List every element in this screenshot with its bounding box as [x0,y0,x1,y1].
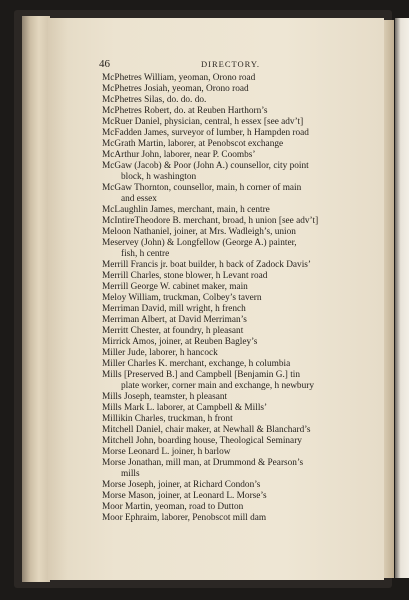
entry-line: McGrath Martin, laborer, at Penobscot exchange [102,139,284,149]
entry-line: Mills Joseph, teamster, h pleasant [102,392,228,402]
entry-line: Mills [Preserved B.] and Campbell [Benjamin G.] tin [102,370,301,380]
entry-line: McIntireTheodore B. merchant, broad, h union [see adv’t] [102,216,319,226]
entry-line: Meloon Nathaniel, joiner, at Mrs. Wadleigh’s, union [102,227,296,237]
entry-line-continued: and essex [121,194,157,204]
entry-line: Mitchell John, boarding house, Theological Seminary [102,436,302,446]
entry-line: Morse Joseph, joiner, at Richard Condon’s [102,480,261,490]
entry-line: McPhetres Robert, do. at Reuben Harthorn’s [102,106,268,116]
entry-line-continued: fish, h centre [121,249,170,259]
entry-line: Meservey (John) & Longfellow (George A.) painter, [102,238,297,248]
entry-line: McFadden James, surveyor of lumber, h Hampden road [102,128,309,138]
running-head: DIRECTORY. [201,59,261,69]
entry-line: Merrill Francis jr. boat builder, h back of Zadock Davis’ [102,260,312,270]
entry-line: McRuer Daniel, physician, central, h essex [see adv’t] [102,117,304,127]
entry-line: McGaw (Jacob) & Poor (John A.) counsellor, city point [102,161,309,171]
entry-line: Merrill Charles, stone blower, h Levant road [102,271,268,281]
entry-line: Miller Jude, laborer, h hancock [102,348,218,358]
entry-line-continued: mills [121,469,140,479]
entry-line: Moor Ephraim, laborer, Penobscot mill dam [102,513,267,523]
entry-line: Mirrick Amos, joiner, at Reuben Bagley’s [102,337,258,347]
entry-line: Moor Martin, yeoman, road to Dutton [102,502,244,512]
entry-line: Mitchell Daniel, chair maker, at Newhall & Blanchard’s [102,425,311,435]
entry-line: Morse Leonard L. joiner, h barlow [102,447,231,457]
entry-line: Miller Charles K. merchant, exchange, h columbia [102,359,291,369]
entry-line: Merrill George W. cabinet maker, main [102,282,248,292]
entry-line: Mills Mark L. laborer, at Campbell & Mills’ [102,403,268,413]
entry-line: McArthur John, laborer, near P. Coombs’ [102,150,256,160]
entry-line: Merriman David, mill wright, h french [102,304,246,314]
entry-line: Meloy William, truckman, Colbey’s tavern [102,293,262,303]
entry-line: Morse Mason, joiner, at Leonard L. Morse’s [102,491,267,501]
entry-line-continued: plate worker, corner main and exchange, h newbury [121,381,314,391]
entry-line: Merritt Chester, at foundry, h pleasant [102,326,244,336]
entry-line: Morse Jonathan, mill man, at Drummond & Pearson’s [102,458,304,468]
entry-line: Millikin Charles, truckman, h front [102,414,233,424]
entry-line: McLaughlin James, merchant, main, h centre [102,205,270,215]
entry-line: McPhetres Josiah, yeoman, Orono road [102,84,249,94]
entry-line: McPhetres William, yeoman, Orono road [102,73,256,83]
entry-line: Merriman Albert, at David Merriman’s [102,315,247,325]
entry-line: McGaw Thornton, counsellor, main, h corner of main [102,183,302,193]
entry-line: McPhetres Silas, do. do. do. [102,95,207,105]
entry-line-continued: block, h washington [121,172,197,182]
page-number: 46 [99,58,110,70]
